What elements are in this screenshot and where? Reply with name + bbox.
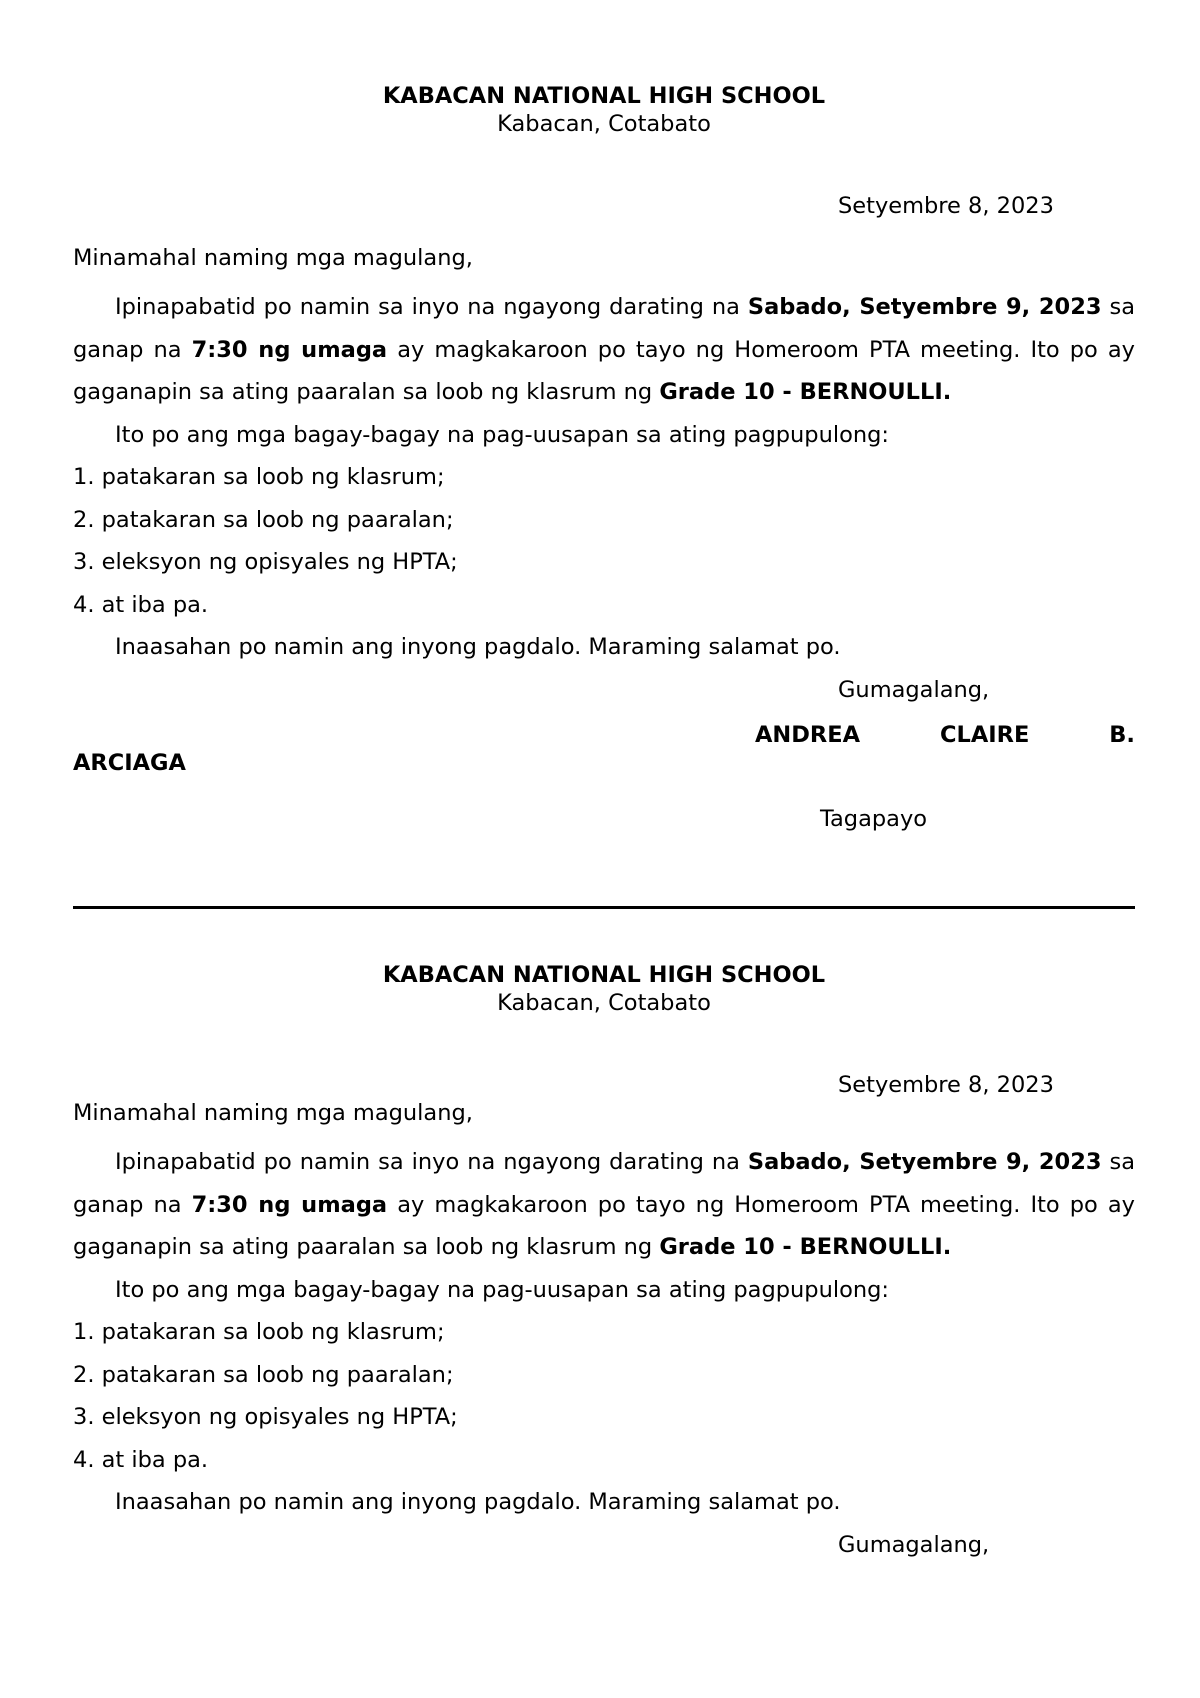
signatory-first-names bbox=[755, 721, 1135, 749]
school-header bbox=[73, 961, 1135, 1017]
para-text-2: sa ganap na bbox=[73, 294, 1135, 363]
school-name: KABACAN NATIONAL HIGH SCHOOL bbox=[382, 83, 826, 109]
closing-note: Inaasahan po namin ang inyong pagdalo. Maraming salamat po. bbox=[115, 634, 841, 660]
meeting-date: Sabado, Setyembre 9, 2023 bbox=[747, 294, 1102, 320]
salutation: Minamahal naming mga magulang, bbox=[73, 245, 473, 271]
signatory-word: CLAIRE bbox=[939, 722, 1030, 748]
meeting-class: Grade 10 - BERNOULLI. bbox=[659, 379, 952, 405]
agenda-item: 2. patakaran sa loob ng paaralan; bbox=[73, 1361, 454, 1388]
agenda-intro: Ito po ang mga bagay-bagay na pag-uusapan sa ating pagpupulong: bbox=[115, 1276, 889, 1303]
meeting-time: 7:30 ng umaga bbox=[191, 336, 388, 363]
closing: Gumagalang, bbox=[838, 676, 990, 703]
letter-date: Setyembre 8, 2023 bbox=[838, 1072, 1054, 1098]
school-address: Kabacan, Cotabato bbox=[497, 111, 711, 137]
school-name: KABACAN NATIONAL HIGH SCHOOL bbox=[382, 962, 826, 988]
agenda-item: 4. at iba pa. bbox=[73, 591, 209, 618]
signatory-word: B. bbox=[1109, 722, 1135, 748]
signatory-word: ANDREA bbox=[755, 722, 861, 748]
signatory-name bbox=[73, 721, 1135, 805]
signatory-title: Tagapayo bbox=[820, 806, 928, 832]
cut-divider bbox=[73, 906, 1135, 909]
signatory-last-name: ARCIAGA bbox=[73, 750, 186, 776]
para-text-2: sa ganap na bbox=[73, 1149, 1135, 1218]
body-paragraph bbox=[73, 286, 1135, 414]
salutation: Minamahal naming mga magulang, bbox=[73, 1100, 473, 1126]
letter-date: Setyembre 8, 2023 bbox=[838, 193, 1054, 219]
meeting-date: Sabado, Setyembre 9, 2023 bbox=[747, 1149, 1102, 1175]
agenda-item: 3. eleksyon ng opisyales ng HPTA; bbox=[73, 1404, 458, 1430]
para-text-3: ay magkakaroon po tayo ng Homeroom PTA meeting. Ito po ay gaganapin sa ating paaralan sa loob ng klasrum ng bbox=[73, 336, 1135, 405]
meeting-class: Grade 10 - BERNOULLI. bbox=[659, 1234, 952, 1260]
letter-2 bbox=[73, 961, 1135, 1566]
para-text-3: ay magkakaroon po tayo ng Homeroom PTA meeting. Ito po ay gaganapin sa ating paaralan sa loob ng klasrum ng bbox=[73, 1191, 1135, 1260]
para-text-1: Ipinapabatid po namin sa inyo na ngayong darating na bbox=[115, 294, 748, 320]
school-header bbox=[73, 82, 1135, 138]
closing-note: Inaasahan po namin ang inyong pagdalo. Maraming salamat po. bbox=[115, 1489, 841, 1515]
body-paragraph bbox=[73, 1141, 1135, 1269]
agenda-item: 2. patakaran sa loob ng paaralan; bbox=[73, 506, 454, 533]
agenda-item: 1. patakaran sa loob ng klasrum; bbox=[73, 1319, 445, 1345]
agenda-item: 4. at iba pa. bbox=[73, 1446, 209, 1473]
closing: Gumagalang, bbox=[838, 1531, 990, 1558]
agenda-item: 1. patakaran sa loob ng klasrum; bbox=[73, 464, 445, 490]
agenda-item: 3. eleksyon ng opisyales ng HPTA; bbox=[73, 549, 458, 575]
agenda-intro: Ito po ang mga bagay-bagay na pag-uusapan sa ating pagpupulong: bbox=[115, 421, 889, 448]
para-text-1: Ipinapabatid po namin sa inyo na ngayong darating na bbox=[115, 1149, 748, 1175]
letter-1 bbox=[73, 82, 1135, 833]
school-address: Kabacan, Cotabato bbox=[497, 990, 711, 1016]
meeting-time: 7:30 ng umaga bbox=[191, 1191, 388, 1218]
